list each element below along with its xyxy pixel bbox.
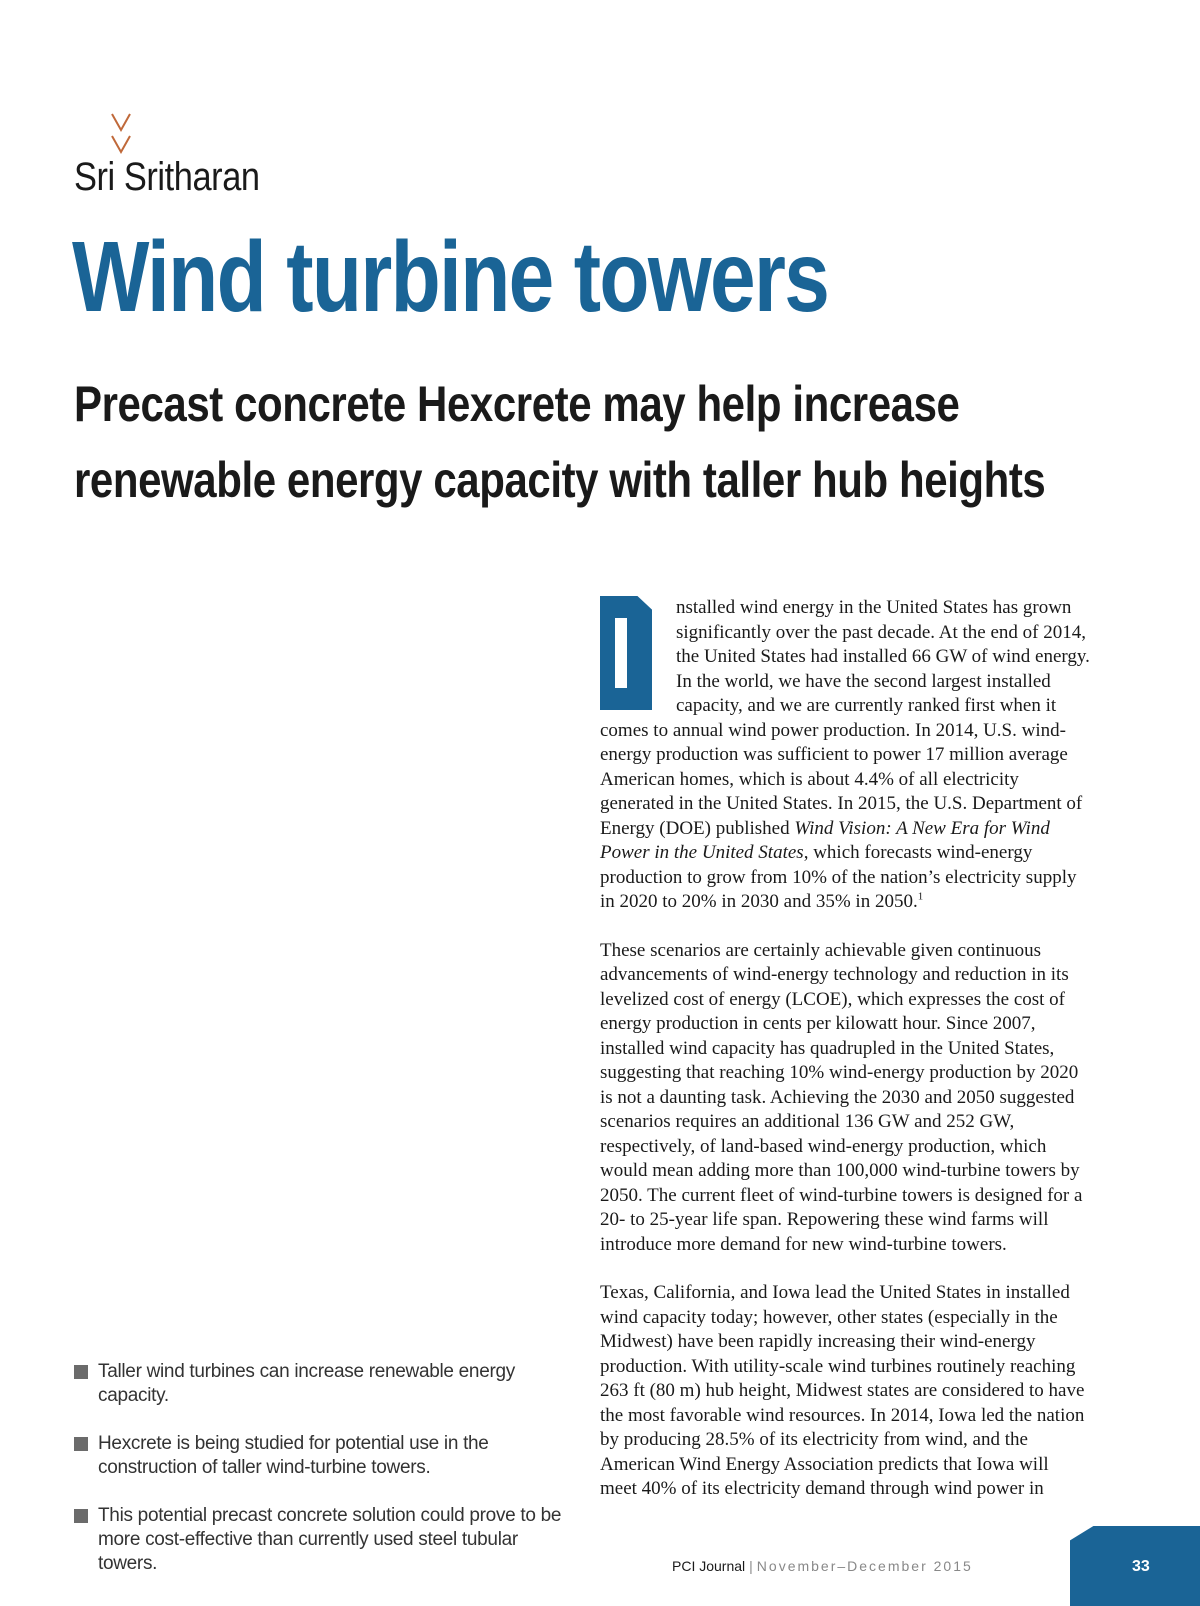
footer-separator: | bbox=[749, 1558, 753, 1574]
body-paragraph-3: Texas, California, and Iowa lead the United States in installed wind capacity today; however, other states (especially in the Midwest) have been rapidly increasing their wind-energy production. With utility-scale wind turbines routinely reaching 263 ft (80 m) hub height, Midwest states are considered to have the most favorable wind resources. In 2014, Iowa led the nation by producing 28.5% of its electricity from wind, and the American Wind Energy Association predicts that Iowa will meet 40% of its electricity demand through wind power in bbox=[600, 1282, 1085, 1499]
author-name: Sri Sritharan bbox=[74, 155, 260, 199]
square-bullet-icon bbox=[74, 1365, 88, 1379]
page-number: 33 bbox=[1132, 1558, 1150, 1575]
body-paragraph-2: These scenarios are certainly achievable given continuous advancements of wind-energy technology and reduction in its levelized cost of energy (LCOE), which expresses the cost of energy production in cents per kilowatt hour. Since 2007, installed wind capacity has quadrupled in the United States, suggesting that reaching 10% wind-energy production by 2020 is not a daunting task. Achieving the 2030 and 2050 suggested scenarios requires an additional 136 GW and 252 GW, respectively, of land-based wind-energy production, which would mean adding more than 100,000 wind-turbine towers by 2050. The current fleet of wind-turbine towers is designed for a 20- to 25-year life span. Repowering these wind farms will introduce more demand for new wind-turbine towers. bbox=[600, 939, 1083, 1255]
issue-date: November–December 2015 bbox=[756, 1558, 973, 1574]
key-points-list bbox=[74, 1360, 574, 1600]
key-point-item: Hexcrete is being studied for potential use in the construction of taller wind-turbine towers. bbox=[74, 1432, 574, 1480]
article-body bbox=[600, 596, 1090, 1526]
footnote-ref[interactable]: 1 bbox=[917, 890, 924, 903]
square-bullet-icon bbox=[74, 1509, 88, 1523]
article-title: Wind turbine towers bbox=[72, 221, 829, 333]
article-subtitle bbox=[74, 366, 1046, 518]
subtitle-line-2: renewable energy capacity with taller hub heights bbox=[74, 452, 1046, 508]
drop-cap-i bbox=[600, 596, 652, 710]
chevron-decoration-icon bbox=[110, 112, 132, 156]
page-footer bbox=[672, 1558, 973, 1574]
square-bullet-icon bbox=[74, 1437, 88, 1451]
journal-name: PCI Journal bbox=[672, 1558, 746, 1574]
key-point-item: This potential precast concrete solution could prove to be more cost-effective than currently used steel tubular towers. bbox=[74, 1504, 574, 1576]
key-point-item: Taller wind turbines can increase renewable energy capacity. bbox=[74, 1360, 574, 1408]
body-paragraph-1: nstalled wind energy in the United States has grown significantly over the past decade. At the end of 2014, the United States had installed 66 GW of wind energy. In the world, we have the second largest installed capacity, and we are currently ranked first when it comes to annual wind power production. In 2014, U.S. wind-energy production was sufficient to power 17 million average American homes, which is about 4.4% of all electricity generated in the United States. In 2015, the U.S. Department of Energy (DOE) published Wind Vision: A New Era for Wind Power in the United States, which forecasts wind-energy production to grow from 10% of the nation’s electricity supply in 2020 to 20% in 2030 and 35% in 2050.$^1$ bbox=[600, 597, 1090, 912]
subtitle-line-1: Precast concrete Hexcrete may help increase bbox=[74, 376, 960, 432]
book-title: Wind Vision: A New Era for Wind Power in the United States bbox=[600, 817, 1050, 863]
